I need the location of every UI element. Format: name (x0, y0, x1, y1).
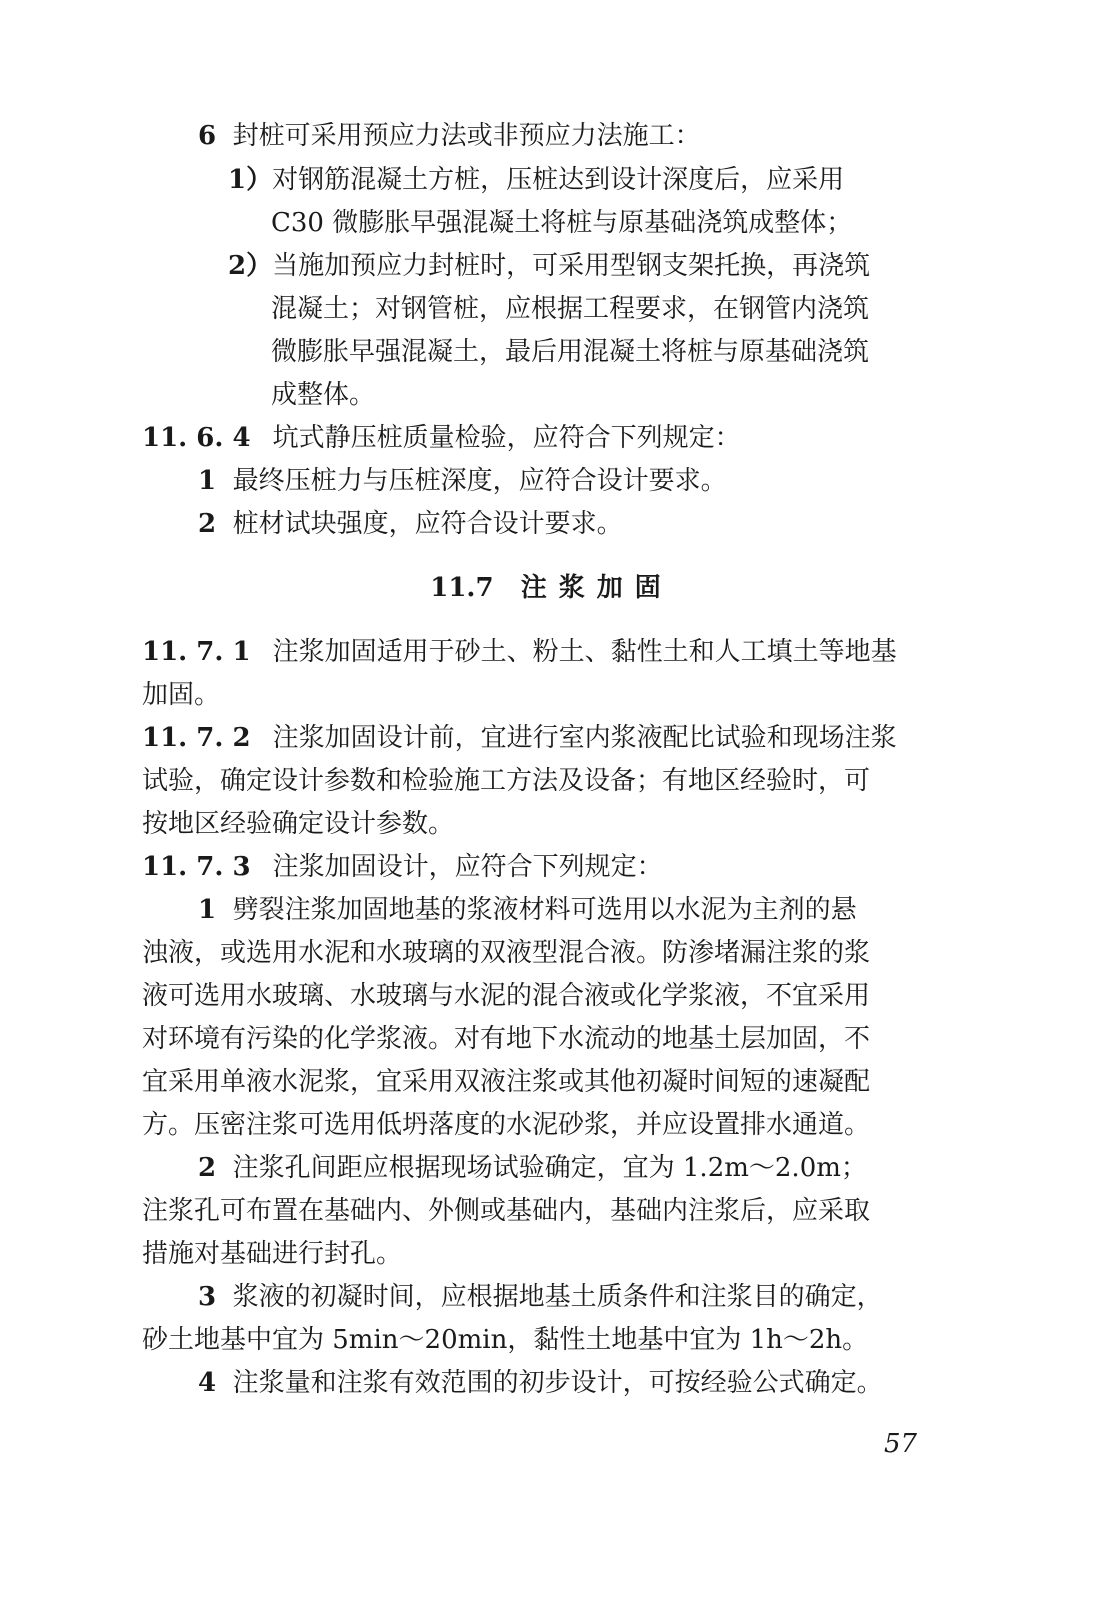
item-text: 当施加预应力封桩时，可采用型钢支架托换，再浇筑 (272, 251, 871, 281)
text-line: C30 微膨胀早强混凝土将桩与原基础浇筑成整体； (271, 208, 853, 238)
item-number: 2 (198, 1153, 217, 1183)
text-line: 加固。 (142, 680, 221, 710)
item-text: 劈裂注浆加固地基的浆液材料可选用以水泥为主剂的悬 (232, 895, 857, 925)
item-number: 4 (198, 1368, 217, 1398)
clause-text: 注浆加固适用于砂土、粉土、黏性土和人工填土等地基 (272, 637, 897, 667)
sub-item (228, 246, 870, 286)
item-number: 6 (198, 121, 217, 151)
clause (142, 718, 897, 758)
text-line: 措施对基础进行封孔。 (142, 1239, 403, 1269)
text-line: 混凝土；对钢管桩，应根据工程要求，在钢管内浇筑 (271, 294, 870, 324)
item-text: 最终压桩力与压桩深度，应符合设计要求。 (232, 466, 727, 496)
text-line: 对环境有污染的化学浆液。对有地下水流动的地基土层加固，不 (142, 1024, 871, 1054)
item-number: 2 (198, 509, 217, 539)
clause-text: 注浆加固设计，应符合下列规定： (272, 852, 663, 882)
clause-number: 11. 7. 2 (142, 723, 251, 753)
text-line: 浊液，或选用水泥和水玻璃的双液型混合液。防渗堵漏注浆的浆 (142, 938, 871, 968)
item-number: 2） (228, 251, 273, 281)
list-item (198, 461, 727, 501)
text-line: 宜采用单液水泥浆，宜采用双液注浆或其他初凝时间短的速凝配 (142, 1067, 871, 1097)
list-item (198, 1363, 883, 1403)
clause (142, 847, 663, 887)
text-line: 按地区经验确定设计参数。 (142, 809, 455, 839)
item-number: 1 (198, 895, 217, 925)
text-line: 砂土地基中宜为 5min～20min，黏性土地基中宜为 1h～2h。 (142, 1325, 869, 1355)
item-text: 浆液的初凝时间，应根据地基土质条件和注浆目的确定， (232, 1282, 883, 1312)
list-item (198, 116, 701, 156)
clause (142, 632, 897, 672)
section-heading (0, 568, 1103, 608)
list-item (198, 1277, 883, 1317)
clause-number: 11. 7. 3 (142, 852, 251, 882)
item-text: 注浆孔间距应根据现场试验确定，宜为 1.2m～2.0m； (232, 1153, 867, 1183)
text-line: 方。压密注浆可选用低坍落度的水泥砂浆，并应设置排水通道。 (142, 1110, 871, 1140)
text-line: 液可选用水玻璃、水玻璃与水泥的混合液或化学浆液，不宜采用 (142, 981, 871, 1011)
list-item (198, 504, 623, 544)
clause-number: 11. 6. 4 (142, 423, 251, 453)
clause (142, 418, 741, 458)
sub-item (228, 160, 844, 200)
text-line: 微膨胀早强混凝土，最后用混凝土将桩与原基础浇筑 (271, 337, 870, 367)
clause-text: 注浆加固设计前，宜进行室内浆液配比试验和现场注浆 (272, 723, 897, 753)
clause-text: 坑式静压桩质量检验，应符合下列规定： (272, 423, 741, 453)
text-line: 注浆孔可布置在基础内、外侧或基础内，基础内注浆后，应采取 (142, 1196, 871, 1226)
item-text: 桩材试块强度，应符合设计要求。 (232, 509, 623, 539)
text-line: 试验，确定设计参数和检验施工方法及设备；有地区经验时，可 (142, 766, 871, 796)
section-title: 注浆加固 (520, 573, 673, 603)
item-number: 3 (198, 1282, 217, 1312)
item-text: 封桩可采用预应力法或非预应力法施工： (232, 121, 701, 151)
item-number: 1 (198, 466, 217, 496)
item-number: 1） (228, 165, 273, 195)
list-item (198, 890, 857, 930)
item-text: 注浆量和注浆有效范围的初步设计，可按经验公式确定。 (232, 1368, 883, 1398)
section-number: 11.7 (430, 573, 494, 603)
page-number: 57 (884, 1429, 918, 1459)
clause-number: 11. 7. 1 (142, 637, 251, 667)
text-line: 成整体。 (271, 380, 376, 410)
item-text: 对钢筋混凝土方桩，压桩达到设计深度后，应采用 (272, 165, 845, 195)
list-item (198, 1148, 867, 1188)
